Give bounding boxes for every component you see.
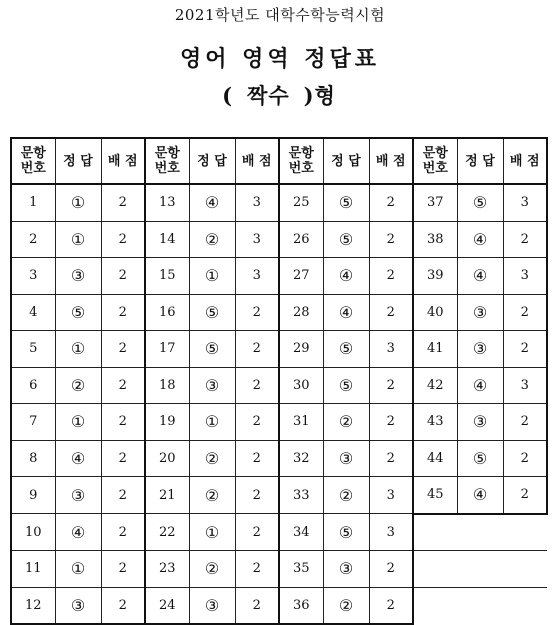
- score-value: 2: [101, 440, 145, 477]
- answer-symbol: ①: [189, 404, 235, 441]
- question-number: 7: [11, 404, 55, 441]
- answer-symbol: ②: [55, 367, 101, 404]
- question-number: 21: [145, 477, 189, 514]
- answer-symbol: ⑤: [189, 331, 235, 368]
- score-value: 2: [503, 221, 547, 258]
- table-row: [11, 184, 547, 221]
- type-open-paren: (: [222, 83, 234, 108]
- answer-symbol: ④: [457, 221, 503, 258]
- answer-symbol: ⑤: [457, 440, 503, 477]
- answer-symbol: ③: [323, 551, 369, 588]
- question-number: 29: [279, 331, 323, 368]
- answer-symbol: ②: [189, 477, 235, 514]
- score-value: 2: [235, 367, 279, 404]
- type-close-paren: )형: [303, 83, 336, 108]
- score-value: 2: [101, 367, 145, 404]
- score-header: 배 점: [235, 138, 279, 184]
- question-number: 23: [145, 551, 189, 588]
- answer-symbol: ④: [189, 184, 235, 221]
- score-value: 2: [369, 367, 413, 404]
- question-number: 14: [145, 221, 189, 258]
- question-number: 10: [11, 514, 55, 551]
- question-number: 24: [145, 587, 189, 624]
- score-value: 2: [101, 404, 145, 441]
- score-value: 2: [369, 587, 413, 624]
- answer-symbol: ③: [55, 477, 101, 514]
- score-value: 3: [503, 184, 547, 221]
- question-number: 11: [11, 551, 55, 588]
- score-value: 2: [369, 404, 413, 441]
- answer-symbol: ⑤: [323, 514, 369, 551]
- type-name: 짝수: [247, 83, 290, 108]
- score-header: 배 점: [369, 138, 413, 184]
- answer-symbol: ①: [55, 221, 101, 258]
- table-row: [11, 331, 547, 368]
- question-number: 42: [413, 367, 457, 404]
- answer-symbol: ⑤: [323, 184, 369, 221]
- score-value: 3: [369, 331, 413, 368]
- answer-symbol: ④: [55, 440, 101, 477]
- answer-symbol: ③: [189, 587, 235, 624]
- answer-header: 정 답: [189, 138, 235, 184]
- table-row: [11, 587, 547, 624]
- score-value: 3: [235, 258, 279, 295]
- table-row: [11, 514, 547, 551]
- table-row: [11, 221, 547, 258]
- answer-symbol: ③: [323, 440, 369, 477]
- question-number: 45: [413, 477, 457, 514]
- table-row: [11, 258, 547, 295]
- answer-symbol: ③: [55, 587, 101, 624]
- answer-symbol: ③: [189, 367, 235, 404]
- question-number: 26: [279, 221, 323, 258]
- answer-symbol: ②: [189, 440, 235, 477]
- score-value: 3: [503, 367, 547, 404]
- question-number: 20: [145, 440, 189, 477]
- question-number: 25: [279, 184, 323, 221]
- question-number-header: 문항 번호: [11, 138, 55, 184]
- score-value: 2: [503, 477, 547, 514]
- question-number: 22: [145, 514, 189, 551]
- empty-cell: [413, 587, 547, 624]
- question-number: 33: [279, 477, 323, 514]
- table-body: [11, 184, 547, 624]
- answer-symbol: ①: [189, 514, 235, 551]
- answer-symbol: ④: [457, 367, 503, 404]
- answer-symbol: ⑤: [457, 184, 503, 221]
- score-value: 2: [235, 331, 279, 368]
- answer-symbol: ⑤: [323, 367, 369, 404]
- table-row: [11, 367, 547, 404]
- answer-symbol: ②: [189, 221, 235, 258]
- question-number: 40: [413, 294, 457, 331]
- score-value: 2: [503, 331, 547, 368]
- score-value: 2: [101, 514, 145, 551]
- question-number: 36: [279, 587, 323, 624]
- question-number: 44: [413, 440, 457, 477]
- score-value: 2: [101, 221, 145, 258]
- question-number: 19: [145, 404, 189, 441]
- answer-header: 정 답: [457, 138, 503, 184]
- table-row: [11, 440, 547, 477]
- question-number: 34: [279, 514, 323, 551]
- empty-cell: [413, 514, 547, 551]
- answer-symbol: ①: [55, 551, 101, 588]
- answer-symbol: ⑤: [189, 294, 235, 331]
- question-number: 3: [11, 258, 55, 295]
- question-number: 2: [11, 221, 55, 258]
- answer-key-table: [10, 137, 548, 625]
- answer-header: 정 답: [323, 138, 369, 184]
- score-value: 2: [235, 587, 279, 624]
- score-value: 3: [235, 221, 279, 258]
- question-number: 41: [413, 331, 457, 368]
- answer-symbol: ③: [457, 294, 503, 331]
- table-row: [11, 404, 547, 441]
- score-value: 2: [503, 440, 547, 477]
- question-number: 8: [11, 440, 55, 477]
- score-value: 2: [101, 294, 145, 331]
- score-value: 2: [101, 258, 145, 295]
- question-number: 30: [279, 367, 323, 404]
- score-value: 2: [235, 477, 279, 514]
- answer-symbol: ③: [55, 258, 101, 295]
- score-value: 2: [503, 294, 547, 331]
- question-number: 37: [413, 184, 457, 221]
- question-number: 5: [11, 331, 55, 368]
- answer-symbol: ①: [55, 184, 101, 221]
- score-value: 2: [101, 551, 145, 588]
- score-value: 2: [235, 404, 279, 441]
- question-number: 12: [11, 587, 55, 624]
- table-row: [11, 551, 547, 588]
- answer-symbol: ①: [55, 404, 101, 441]
- answer-symbol: ⑤: [323, 331, 369, 368]
- score-header: 배 점: [503, 138, 547, 184]
- question-number: 6: [11, 367, 55, 404]
- answer-symbol: ①: [55, 331, 101, 368]
- score-value: 2: [235, 440, 279, 477]
- question-number: 17: [145, 331, 189, 368]
- question-number: 9: [11, 477, 55, 514]
- question-number: 13: [145, 184, 189, 221]
- answer-symbol: ②: [323, 404, 369, 441]
- question-number: 27: [279, 258, 323, 295]
- question-number: 18: [145, 367, 189, 404]
- score-value: 2: [369, 551, 413, 588]
- score-value: 2: [503, 404, 547, 441]
- score-value: 2: [235, 514, 279, 551]
- answer-header: 정 답: [55, 138, 101, 184]
- answer-symbol: ⑤: [55, 294, 101, 331]
- exam-type-label: [0, 80, 560, 110]
- exam-title: 2021학년도 대학수학능력시험: [174, 6, 386, 24]
- answer-symbol: ④: [457, 258, 503, 295]
- empty-cell: [413, 551, 547, 588]
- score-value: 2: [369, 258, 413, 295]
- score-value: 2: [101, 477, 145, 514]
- answer-symbol: ③: [457, 404, 503, 441]
- score-value: 2: [235, 294, 279, 331]
- question-number: 43: [413, 404, 457, 441]
- question-number: 35: [279, 551, 323, 588]
- answer-symbol: ④: [55, 514, 101, 551]
- score-value: 2: [369, 221, 413, 258]
- score-header: 배 점: [101, 138, 145, 184]
- score-value: 3: [369, 514, 413, 551]
- table-row: [11, 477, 547, 514]
- question-number: 4: [11, 294, 55, 331]
- answer-key-title: 영어 영역 정답표: [179, 46, 381, 72]
- score-value: 3: [503, 258, 547, 295]
- score-value: 2: [101, 331, 145, 368]
- answer-symbol: ④: [323, 294, 369, 331]
- score-value: 2: [369, 184, 413, 221]
- answer-symbol: ③: [457, 331, 503, 368]
- score-value: 3: [235, 184, 279, 221]
- answer-symbol: ④: [457, 477, 503, 514]
- question-number: 1: [11, 184, 55, 221]
- question-number: 15: [145, 258, 189, 295]
- table-header-row: [11, 138, 547, 184]
- question-number: 32: [279, 440, 323, 477]
- score-value: 2: [101, 587, 145, 624]
- score-value: 2: [101, 184, 145, 221]
- answer-symbol: ②: [189, 551, 235, 588]
- answer-symbol: ①: [189, 258, 235, 295]
- table-row: [11, 294, 547, 331]
- answer-symbol: ④: [323, 258, 369, 295]
- answer-symbol: ②: [323, 587, 369, 624]
- question-number-header: 문항 번호: [145, 138, 189, 184]
- score-value: 2: [235, 551, 279, 588]
- question-number-header: 문항 번호: [413, 138, 457, 184]
- question-number: 38: [413, 221, 457, 258]
- score-value: 2: [369, 440, 413, 477]
- score-value: 2: [369, 294, 413, 331]
- question-number: 16: [145, 294, 189, 331]
- answer-symbol: ⑤: [323, 221, 369, 258]
- question-number: 28: [279, 294, 323, 331]
- answer-symbol: ②: [323, 477, 369, 514]
- question-number-header: 문항 번호: [279, 138, 323, 184]
- question-number: 39: [413, 258, 457, 295]
- score-value: 3: [369, 477, 413, 514]
- question-number: 31: [279, 404, 323, 441]
